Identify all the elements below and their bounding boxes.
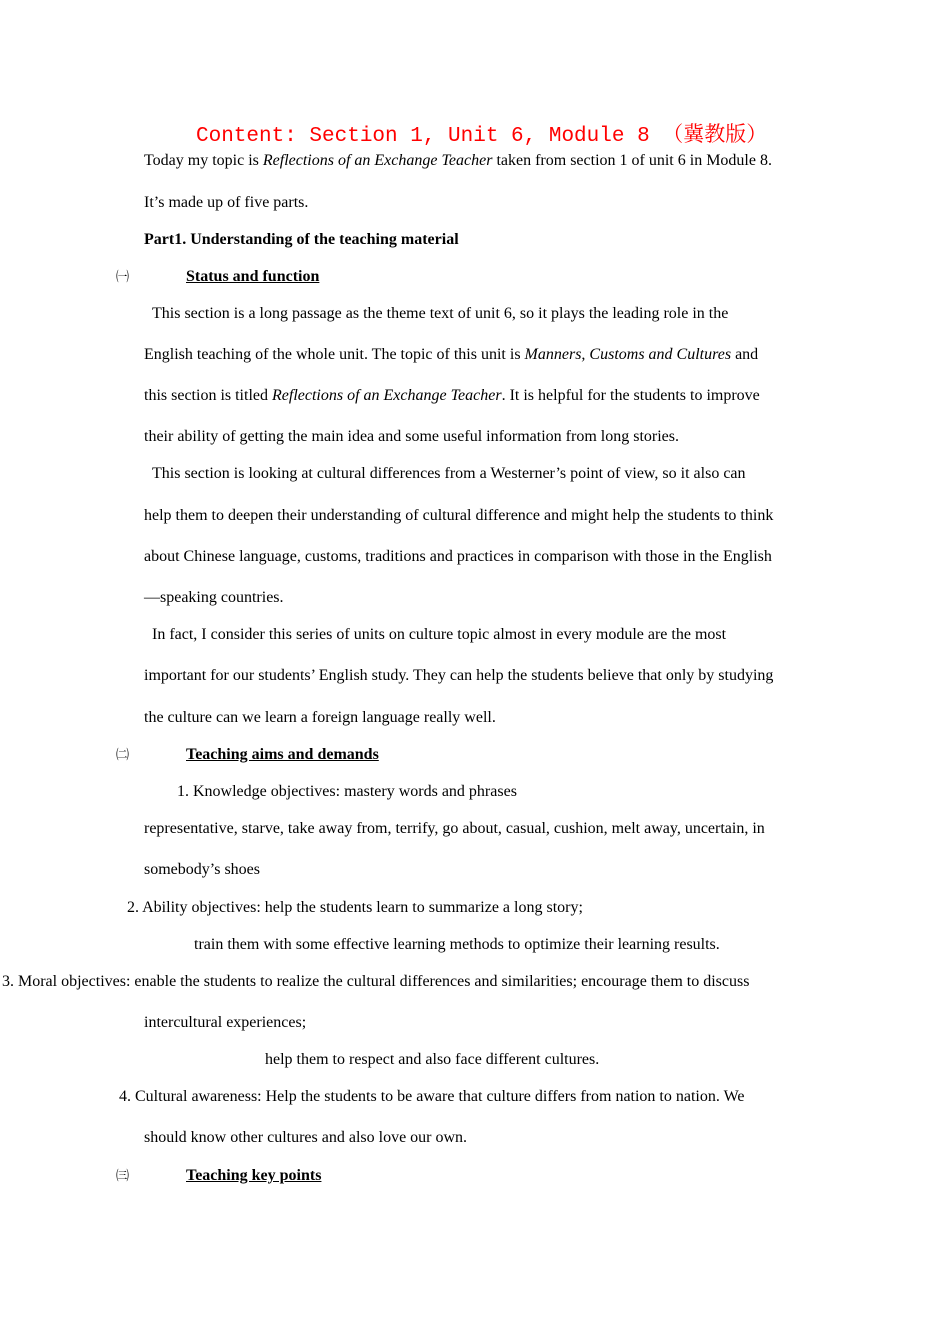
- paragraph-line: about Chinese language, customs, traditions and practices in comparison with those in the English: [144, 548, 772, 565]
- intro-line-2: It’s made up of five parts.: [144, 194, 309, 211]
- paragraph-text: and: [731, 346, 759, 363]
- word-list-line: representative, starve, take away from, terrify, go about, casual, cushion, melt away, uncertain, in: [144, 820, 765, 837]
- section-marker: ㈠: [116, 269, 130, 284]
- list-item-continuation: should know other cultures and also love our own.: [144, 1129, 468, 1146]
- section-heading-status: Status and function: [186, 268, 320, 285]
- section-marker: ㈢: [116, 1168, 130, 1183]
- intro-line-1: [144, 151, 772, 171]
- paragraph-line: important for our students’ English study. They can help the students believe that only by studying: [144, 667, 774, 684]
- section-marker: ㈡: [116, 747, 130, 762]
- paragraph-line: —speaking countries.: [144, 589, 284, 606]
- paragraph-line: This section is looking at cultural differences from a Westerner’s point of view, so it also can: [152, 465, 746, 482]
- intro-text: Today my topic is: [144, 152, 263, 169]
- list-item-moral: 3. Moral objectives: enable the students to realize the cultural differences and similarities; encourage them to discuss: [2, 973, 750, 990]
- paragraph-line: their ability of getting the main idea and some useful information from long stories.: [144, 428, 679, 445]
- paragraph-line: help them to deepen their understanding of cultural difference and might help the students to think: [144, 507, 774, 524]
- intro-text: taken from section 1 of unit 6 in Module 8.: [492, 152, 772, 169]
- topic-title-italic: Reflections of an Exchange Teacher: [262, 152, 493, 169]
- word-list-line: somebody’s shoes: [144, 861, 260, 878]
- paragraph-line: [144, 386, 760, 406]
- list-item-continuation: train them with some effective learning methods to optimize their learning results.: [194, 936, 720, 953]
- section-heading-aims: Teaching aims and demands: [186, 746, 379, 763]
- paragraph-line: [144, 345, 758, 365]
- section-title-italic: Reflections of an Exchange Teacher: [272, 387, 502, 404]
- section-heading-key-points: Teaching key points: [186, 1167, 322, 1184]
- part1-heading: Part1. Understanding of the teaching material: [144, 231, 459, 248]
- paragraph-text: English teaching of the whole unit. The topic of this unit is: [144, 346, 525, 363]
- page-title: Content: Section 1, Unit 6, Module 8 （冀教版）: [196, 125, 768, 148]
- paragraph-text: . It is helpful for the students to improve: [501, 387, 760, 404]
- list-item-continuation: intercultural experiences;: [144, 1014, 307, 1031]
- unit-topic-italic: Manners, Customs and Cultures: [524, 346, 732, 363]
- list-item-ability: 2. Ability objectives: help the students learn to summarize a long story;: [127, 899, 583, 916]
- paragraph-line: This section is a long passage as the theme text of unit 6, so it plays the leading role in the: [152, 305, 729, 322]
- list-item-knowledge: 1. Knowledge objectives: mastery words and phrases: [177, 783, 517, 800]
- paragraph-line: In fact, I consider this series of units on culture topic almost in every module are the most: [152, 626, 727, 643]
- paragraph-line: the culture can we learn a foreign language really well.: [144, 709, 496, 726]
- list-item-continuation: help them to respect and also face different cultures.: [265, 1051, 600, 1068]
- list-item-cultural: 4. Cultural awareness: Help the students to be aware that culture differs from nation to nation. We: [119, 1088, 745, 1105]
- paragraph-text: this section is titled: [144, 387, 272, 404]
